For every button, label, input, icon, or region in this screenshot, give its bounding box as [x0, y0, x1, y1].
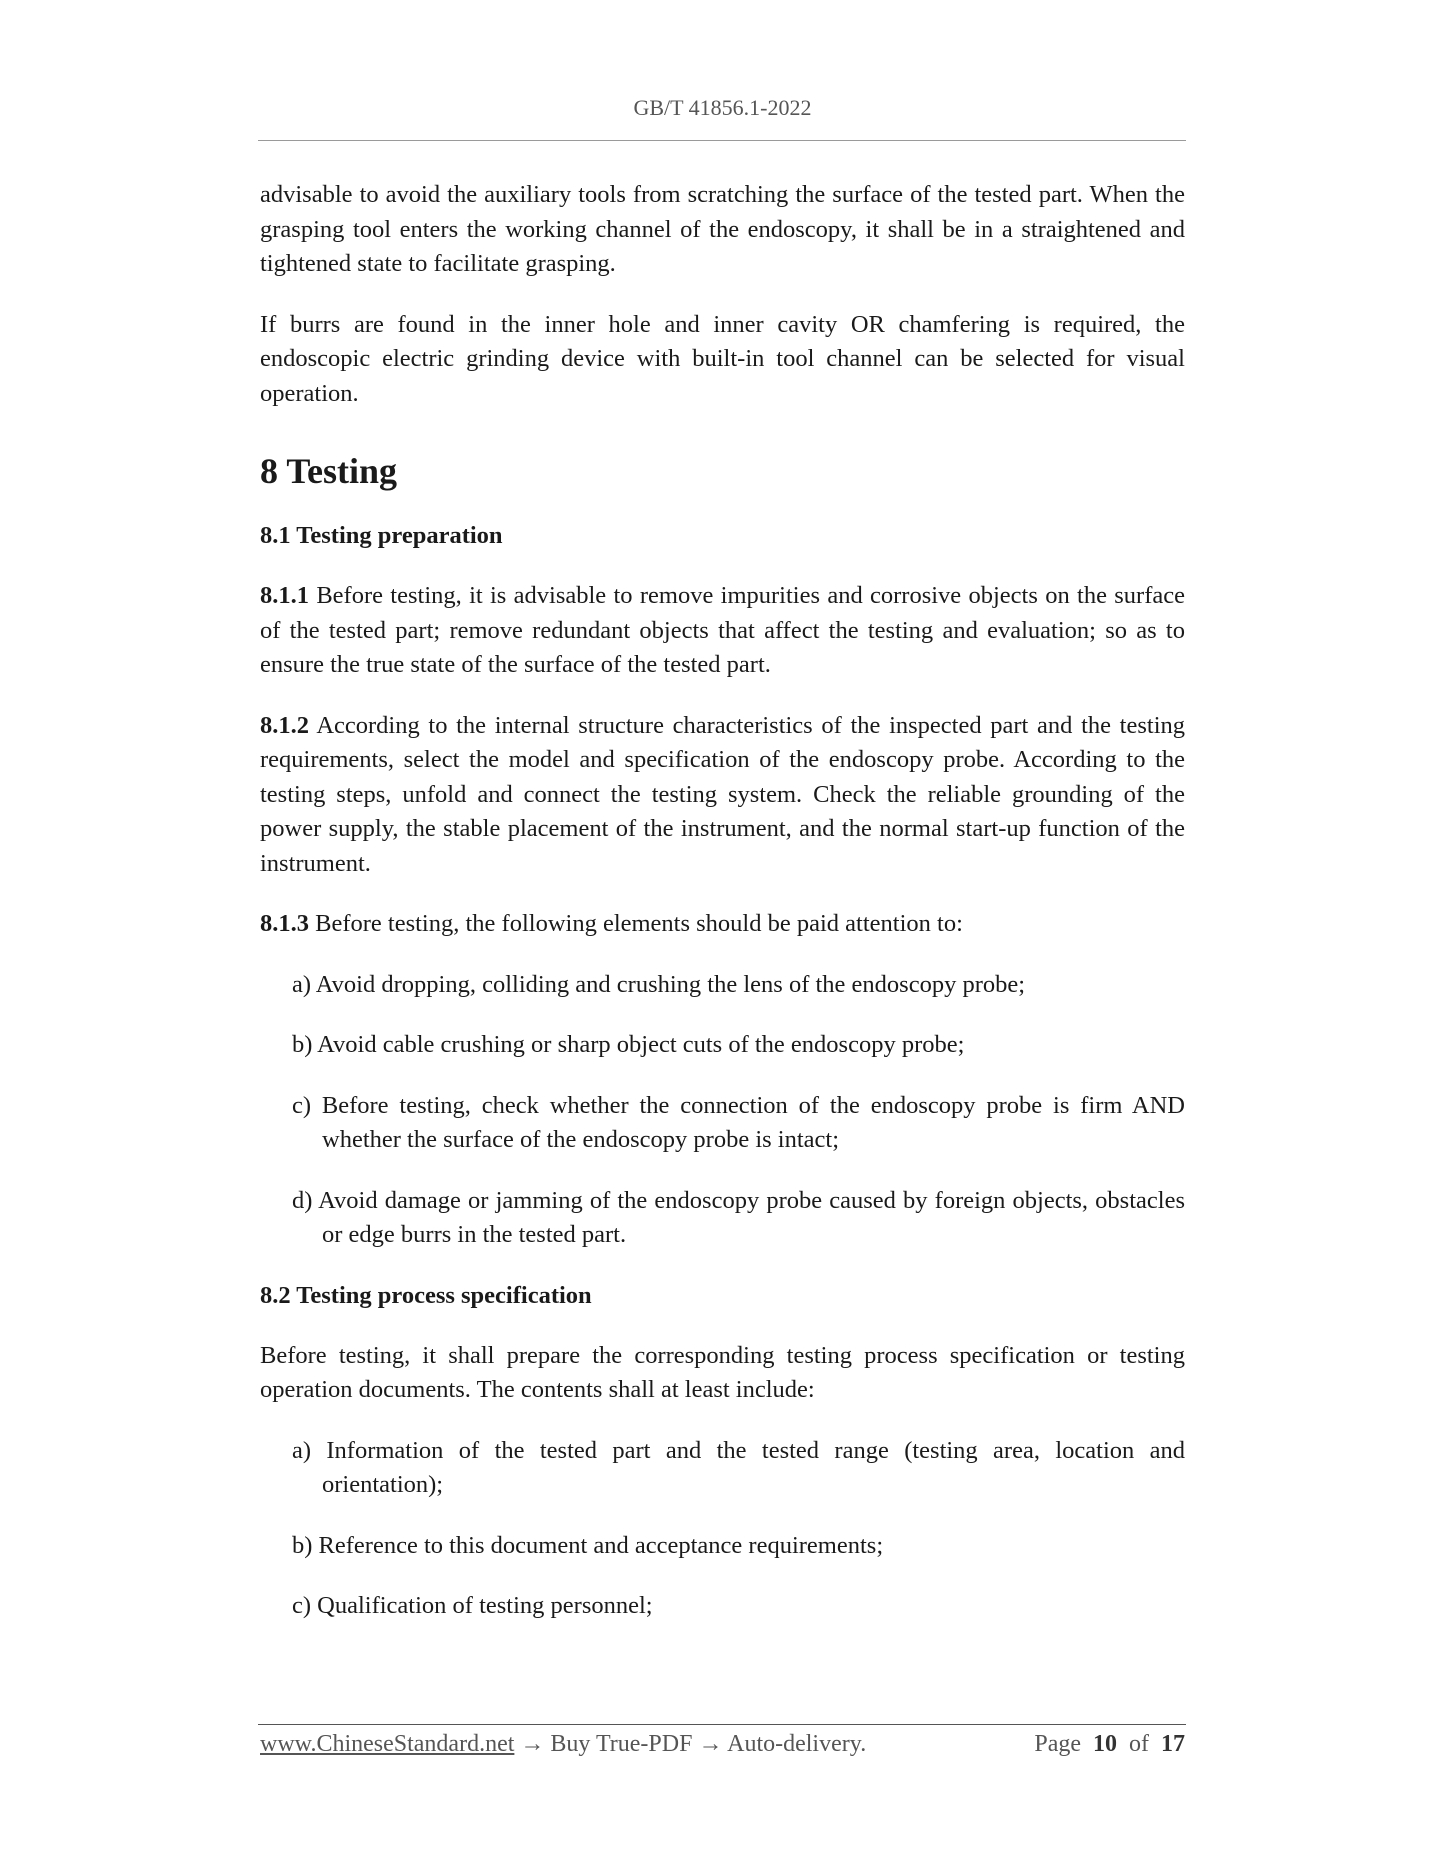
clause-text: According to the internal structure characteristics of the inspected part and the testing requirements, select the model and specification of the endoscopy probe. According to the testing steps, unfold and connect the testing system. Check the reliable grounding of the power supply, the stable placement of the instrument, and the normal start-up function of the instrument. [260, 711, 1185, 877]
clause-number: 8.1.3 [260, 910, 309, 937]
section-heading-8: 8 Testing [260, 451, 398, 491]
footer-divider [258, 1724, 1186, 1725]
list-item: c) Qualification of testing personnel; [292, 1592, 653, 1619]
clause-8-1-1 [260, 579, 1185, 683]
clause-text: Before testing, it is advisable to remove impurities and corrosive objects on the surface of the tested part; remove redundant objects that affect the testing and evaluation; so as to ensure the true state of the surface of the tested part. [260, 582, 1185, 678]
paragraph-process-spec: Before testing, it shall prepare the corresponding testing process specification or testing operation documents. The contents shall at least include: [260, 1341, 1185, 1403]
page-label: Page [1034, 1731, 1081, 1757]
paragraph-burrs: If burrs are found in the inner hole and inner cavity OR chamfering is required, the endoscopic electric grinding device with built-in tool channel can be selected for visual operation. [260, 310, 1185, 407]
header-divider [258, 140, 1186, 141]
page-content [260, 178, 1185, 1624]
list-item: a) Avoid dropping, colliding and crushing the lens of the endoscopy probe; [292, 970, 1026, 998]
list-item: a) Information of the tested part and the tested range (testing area, location and orientation); [292, 1436, 1185, 1498]
clause-8-1-3 [260, 907, 1185, 942]
list-item: c) Before testing, check whether the connection of the endoscopy probe is firm AND whether the surface of the endoscopy probe is intact; [292, 1091, 1185, 1153]
clause-text: Before testing, the following elements should be paid attention to: [309, 910, 963, 937]
page-number: 10 [1093, 1731, 1117, 1757]
of-label: of [1129, 1731, 1149, 1757]
subsection-heading-8-1: 8.1 Testing preparation [260, 522, 503, 549]
subsection-heading-8-2: 8.2 Testing process specification [260, 1281, 592, 1309]
promo-text: → Buy True-PDF → Auto-delivery. [514, 1731, 867, 1757]
page-indicator [1034, 1727, 1185, 1761]
clause-number: 8.1.2 [260, 711, 309, 739]
clause-number: 8.1.1 [260, 582, 309, 609]
footer-promo [260, 1727, 866, 1761]
list-item: b) Avoid cable crushing or sharp object cuts of the endoscopy probe; [292, 1031, 965, 1058]
site-link[interactable]: www.ChineseStandard.net [260, 1731, 515, 1757]
total-pages: 17 [1161, 1731, 1185, 1757]
list-item: d) Avoid damage or jamming of the endoscopy probe caused by foreign objects, obstacles or edge burrs in the tested part. [292, 1186, 1185, 1248]
document-id-header: GB/T 41856.1-2022 [633, 95, 812, 120]
clause-8-1-2 [260, 709, 1185, 882]
list-item: b) Reference to this document and acceptance requirements; [292, 1531, 884, 1559]
paragraph-continuation: advisable to avoid the auxiliary tools from scratching the surface of the tested part. When the grasping tool enters the working channel of the endoscopy, it shall be in a straightened and tightened state to facilitate grasping. [260, 181, 1185, 277]
page-footer [260, 1727, 1185, 1761]
